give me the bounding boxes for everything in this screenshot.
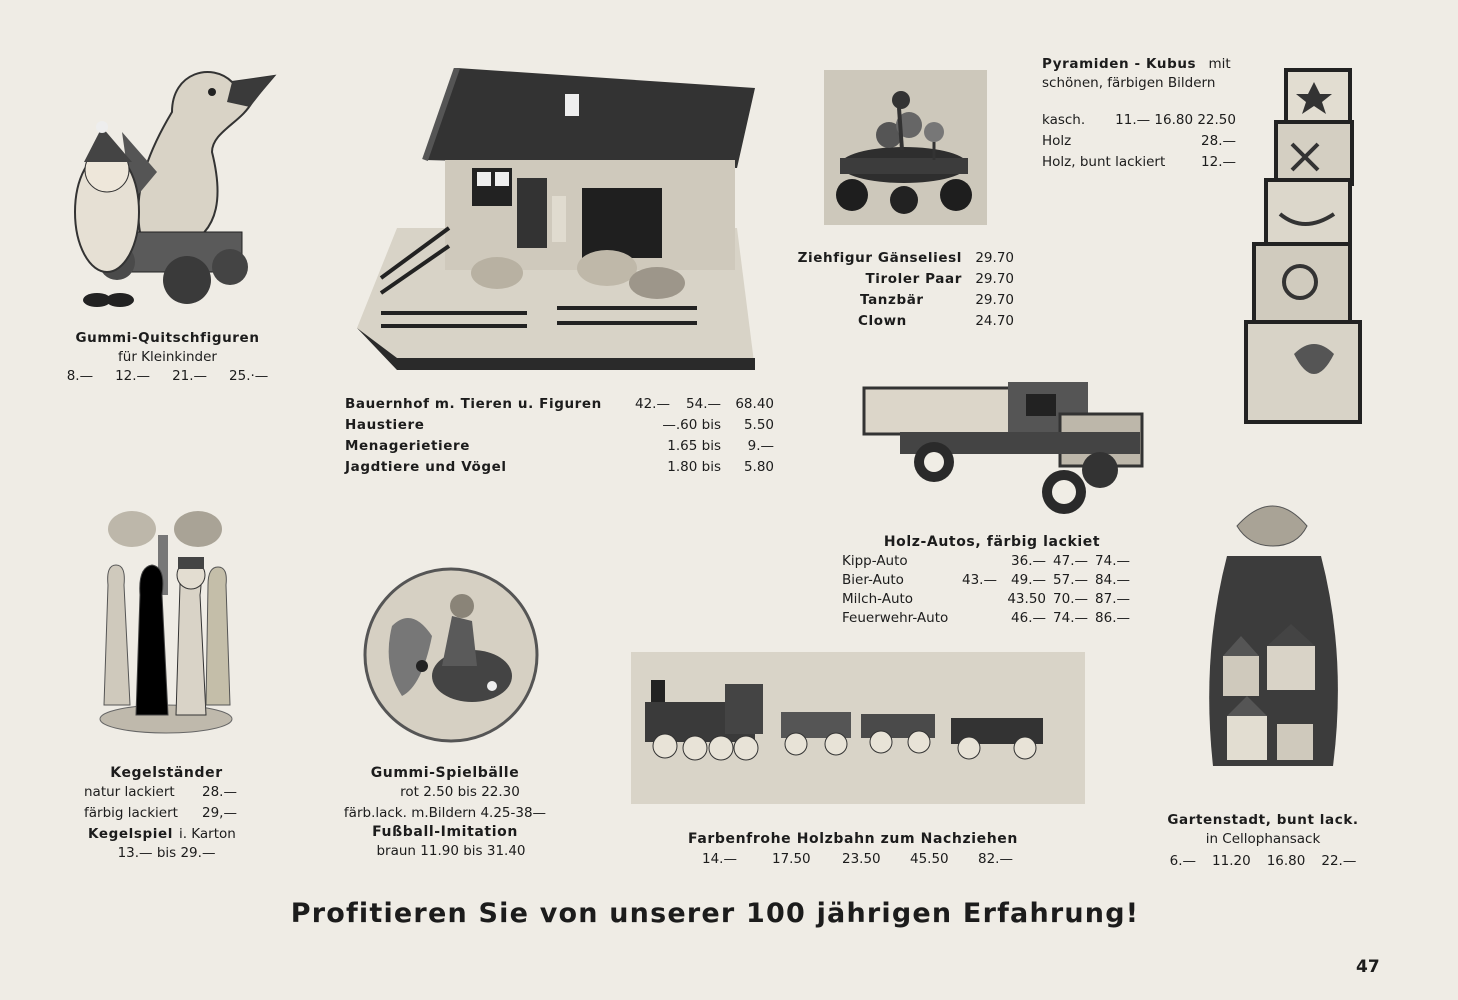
- farm-item-name: Haustiere: [345, 417, 425, 433]
- truck-price-2: 57.—: [1053, 572, 1088, 588]
- cubes-item-name: Holz, bunt lackiert: [1042, 154, 1166, 170]
- cubes-row: [1042, 132, 1242, 151]
- truck-price-1: 46.—: [1011, 610, 1046, 626]
- pull-figure-photo: [824, 70, 987, 225]
- pull-figure-name: Clown: [858, 313, 907, 329]
- train-photo: [631, 652, 1085, 804]
- garden-price: 6.—: [1169, 853, 1197, 869]
- cubes-subtitle: schönen, färbigen Bildern: [1042, 75, 1216, 91]
- goose-subtitle: für Kleinkinder: [118, 349, 217, 365]
- pull-figure-price: 29.70: [975, 271, 1014, 287]
- skittles-title: Kegelständer: [110, 765, 223, 781]
- pull-figure-price-list: [790, 248, 1025, 332]
- truck-item-name: Feuerwehr-Auto: [842, 610, 949, 626]
- farm-price-3: 9.—: [747, 438, 774, 454]
- skittles-photo: [96, 505, 236, 737]
- truck-price-0: [962, 609, 992, 628]
- balls-row: färb.lack. m.Bildern 4.25-38—: [343, 805, 547, 821]
- cubes-row: [1042, 153, 1242, 172]
- truck-title: Holz-Autos, färbig lackiet: [883, 534, 1101, 550]
- pull-figure-row: [790, 248, 1025, 269]
- page-number: 47: [1356, 957, 1380, 977]
- balls-row: rot 2.50 bis 22.30: [400, 784, 520, 800]
- truck-price-2: 70.—: [1053, 591, 1088, 607]
- pull-figure-row: [790, 290, 1025, 311]
- skittles-item-price: 28.—: [202, 784, 237, 800]
- truck-row: [842, 552, 1172, 571]
- train-caption: [650, 830, 1070, 869]
- train-price: 45.50: [910, 851, 949, 867]
- truck-price-1: 49.—: [1011, 572, 1046, 588]
- skittles-game-line: [84, 825, 254, 844]
- truck-price-3: 84.—: [1095, 572, 1130, 588]
- truck-item-name: Kipp-Auto: [842, 553, 908, 569]
- truck-price-2: 74.—: [1053, 610, 1088, 626]
- goose-title: Gummi-Quitschfiguren: [75, 330, 260, 346]
- skittles-row: [84, 804, 254, 823]
- truck-price-3: 87.—: [1095, 591, 1130, 607]
- farm-price-1: 42.—: [635, 396, 670, 412]
- goose-price: 8.—: [66, 368, 94, 384]
- pull-figure-name: Tiroler Paar: [865, 271, 962, 287]
- farm-row: [345, 416, 785, 435]
- cubes-item-price: 28.—: [1201, 133, 1236, 149]
- truck-price-1: 43.50: [1007, 591, 1046, 607]
- truck-price-list: [842, 533, 1172, 628]
- cubes-title-line: [1042, 55, 1242, 74]
- goose-price: 21.—: [172, 368, 208, 384]
- train-price: 14.—: [702, 851, 737, 867]
- balls-sub-title: Fußball-Imitation: [372, 824, 518, 840]
- farm-price-3: 68.40: [735, 396, 774, 412]
- truck-item-name: Milch-Auto: [842, 591, 914, 607]
- truck-row: [842, 590, 1172, 609]
- cubes-row: [1042, 111, 1242, 130]
- pull-figure-row: [790, 311, 1025, 332]
- farm-row: [345, 437, 785, 456]
- farm-item-name: Bauernhof m. Tieren u. Figuren: [345, 396, 602, 412]
- farm-item-name: Jagdtiere und Vögel: [345, 459, 507, 475]
- skittles-game-suffix: i. Karton: [178, 826, 236, 842]
- pull-figure-price: 24.70: [975, 313, 1014, 329]
- train-price: 17.50: [772, 851, 811, 867]
- garden-title: Gartenstadt, bunt lack.: [1167, 812, 1359, 828]
- rubber-ball-photo: [362, 566, 540, 744]
- balls-title: Gummi-Spielbälle: [370, 765, 520, 781]
- skittles-item-name: natur lackiert: [84, 784, 175, 800]
- garden-caption: [1158, 811, 1368, 871]
- goose-price: 12.—: [115, 368, 151, 384]
- skittles-caption: [84, 764, 254, 863]
- train-title: Farbenfrohe Holzbahn zum Nachziehen: [688, 831, 1018, 847]
- cubes-title: Pyramiden - Kubus: [1042, 56, 1197, 72]
- balls-caption: [320, 764, 570, 861]
- farm-price-2: 1.80 bis: [667, 459, 721, 475]
- farm-row: [345, 395, 785, 414]
- farm-row: [345, 458, 785, 477]
- truck-price-0: 43.—: [962, 572, 997, 588]
- skittles-row: [84, 783, 254, 802]
- pull-figure-price: 29.70: [975, 292, 1014, 308]
- cubes-title-suffix: mit: [1208, 56, 1231, 72]
- truck-price-3: 86.—: [1095, 610, 1130, 626]
- pull-figure-row: [790, 269, 1025, 290]
- farm-price-1: [635, 416, 659, 435]
- train-price: 23.50: [842, 851, 881, 867]
- farm-toy-photo: [357, 68, 755, 370]
- skittles-game-prices: 13.— bis 29.—: [117, 845, 216, 861]
- cubes-item-name: Holz: [1042, 133, 1072, 149]
- truck-price-2: 47.—: [1053, 553, 1088, 569]
- farm-price-1: [635, 458, 659, 477]
- goose-caption: [60, 329, 275, 386]
- skittles-game-title: Kegelspiel: [88, 826, 173, 842]
- page-headline: Profitieren Sie von unserer 100 jährigen Erfahrung!: [290, 898, 1140, 929]
- pull-figure-name: Ziehfigur Gänseliesl: [797, 250, 962, 266]
- farm-price-list: [345, 395, 785, 477]
- farm-price-2: 54.—: [686, 396, 721, 412]
- truck-price-0: [962, 590, 992, 609]
- cubes-item-price: 11.— 16.80 22.50: [1115, 112, 1236, 128]
- farm-price-2: 1.65 bis: [667, 438, 721, 454]
- truck-row: [842, 609, 1172, 628]
- farm-price-3: 5.50: [743, 417, 774, 433]
- truck-item-name: Bier-Auto: [842, 572, 904, 588]
- cubes-item-name: kasch.: [1042, 112, 1086, 128]
- pull-figure-price: 29.70: [975, 250, 1014, 266]
- truck-photo: [860, 378, 1155, 518]
- goose-toy-photo: [62, 52, 282, 320]
- farm-price-1: [635, 437, 659, 456]
- garden-prices: [1158, 852, 1368, 871]
- farm-price-3: 5.80: [743, 459, 774, 475]
- truck-row: [842, 571, 1172, 590]
- skittles-item-price: 29,—: [202, 805, 237, 821]
- goose-prices: [60, 367, 275, 386]
- train-prices: [650, 850, 1070, 869]
- truck-price-3: 74.—: [1095, 553, 1130, 569]
- balls-row: braun 11.90 bis 31.40: [376, 843, 526, 859]
- pyramid-cubes-photo: [1244, 64, 1366, 426]
- garden-price: 22.—: [1321, 853, 1357, 869]
- truck-price-0: [962, 552, 992, 571]
- pull-figure-name: Tanzbär: [860, 292, 924, 308]
- skittles-item-name: färbig lackiert: [84, 805, 178, 821]
- farm-item-name: Menagerietiere: [345, 438, 471, 454]
- train-price: 82.—: [978, 851, 1013, 867]
- goose-price: 25.·—: [229, 368, 269, 384]
- garden-city-photo: [1197, 496, 1349, 782]
- farm-price-2: —.60 bis: [662, 417, 721, 433]
- cubes-caption: [1042, 55, 1242, 172]
- cubes-item-price: 12.—: [1201, 154, 1236, 170]
- garden-price: 11.20: [1212, 853, 1251, 869]
- garden-price: 16.80: [1266, 853, 1306, 869]
- truck-price-1: 36.—: [1011, 553, 1046, 569]
- garden-subtitle: in Cellophansack: [1205, 831, 1321, 847]
